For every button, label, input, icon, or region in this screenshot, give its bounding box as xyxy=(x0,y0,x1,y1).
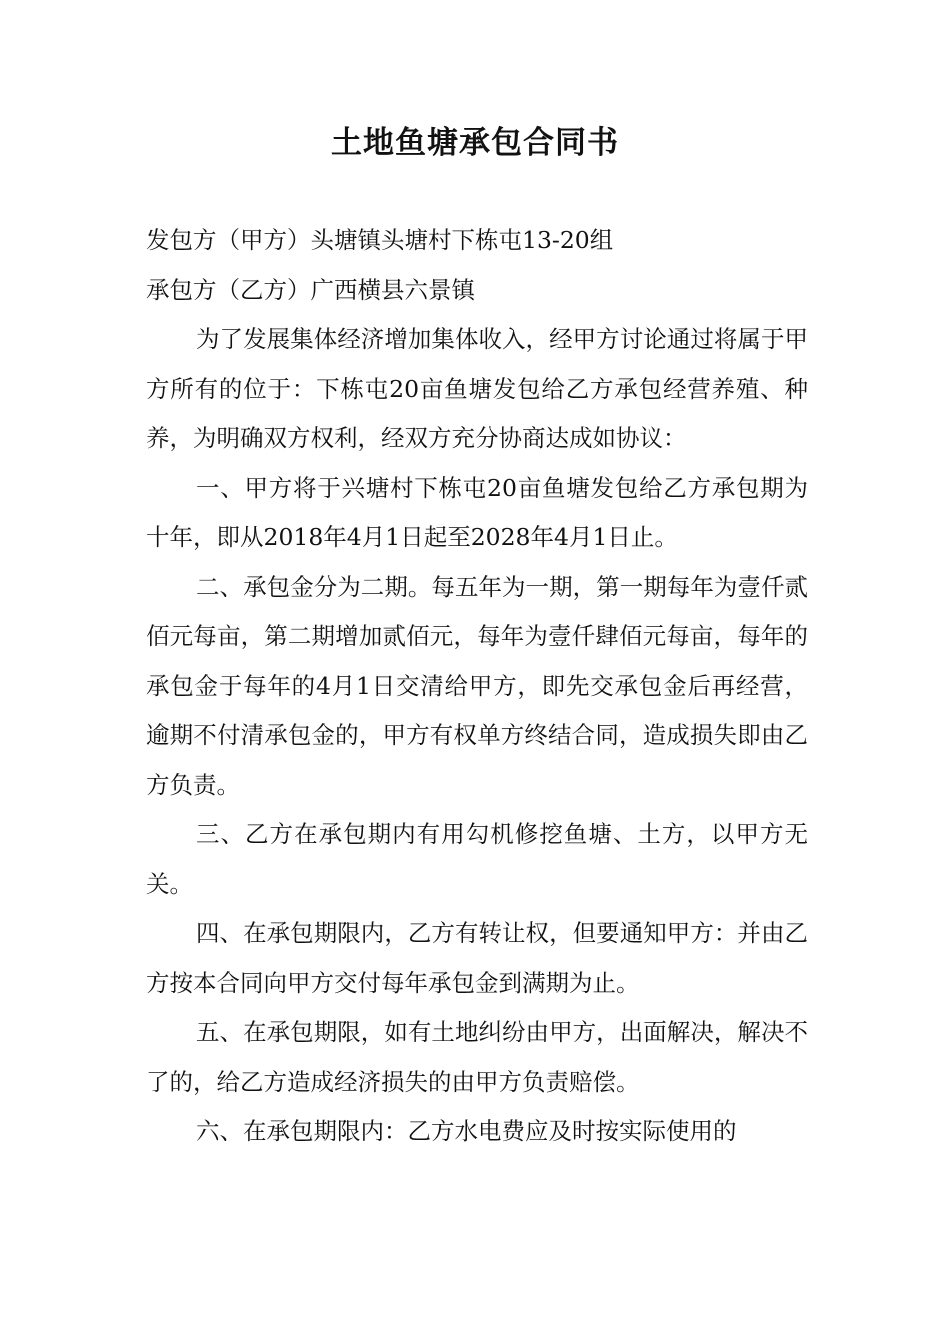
clause-3-paragraph: 三、乙方在承包期内有用勾机修挖鱼塘、土方，以甲方无关。 xyxy=(146,820,808,898)
preamble-paragraph: 为了发展集体经济增加集体收入，经甲方讨论通过将属于甲方所有的位于：下栋屯20亩鱼塘发包给乙方承包经营养殖、种养，为明确双方权利，经双方充分协商达成如协议： xyxy=(146,325,808,452)
clause-5-paragraph: 五、在承包期限，如有土地纠纷由甲方，出面解决，解决不了的，给乙方造成经济损失的由甲方负责赔偿。 xyxy=(146,1018,808,1096)
clause-2-paragraph: 二、承包金分为二期。每五年为一期，第一期每年为壹仟贰佰元每亩，第二期增加贰佰元，每年为壹仟肆佰元每亩，每年的承包金于每年的4月1日交清给甲方，即先交承包金后再经营，逾期不付清承包金的，甲方有权单方终结合同，造成损失即由乙方负责。 xyxy=(146,572,808,799)
party-a-line: 发包方（甲方）头塘镇头塘村下栋屯13-20组 xyxy=(146,226,614,254)
clause-6-paragraph: 六、在承包期限内：乙方水电费应及时按实际使用的 xyxy=(196,1117,737,1145)
clause-4-paragraph: 四、在承包期限内，乙方有转让权，但要通知甲方：并由乙方按本合同向甲方交付每年承包金到满期为止。 xyxy=(146,919,808,997)
document-body xyxy=(146,216,808,1157)
document-title: 土地鱼塘承包合同书 xyxy=(331,125,619,161)
party-b-line: 承包方（乙方）广西横县六景镇 xyxy=(146,275,475,304)
clause-1-paragraph: 一、甲方将于兴塘村下栋屯20亩鱼塘发包给乙方承包期为十年，即从2018年4月1日起至2028年4月1日止。 xyxy=(146,473,808,551)
